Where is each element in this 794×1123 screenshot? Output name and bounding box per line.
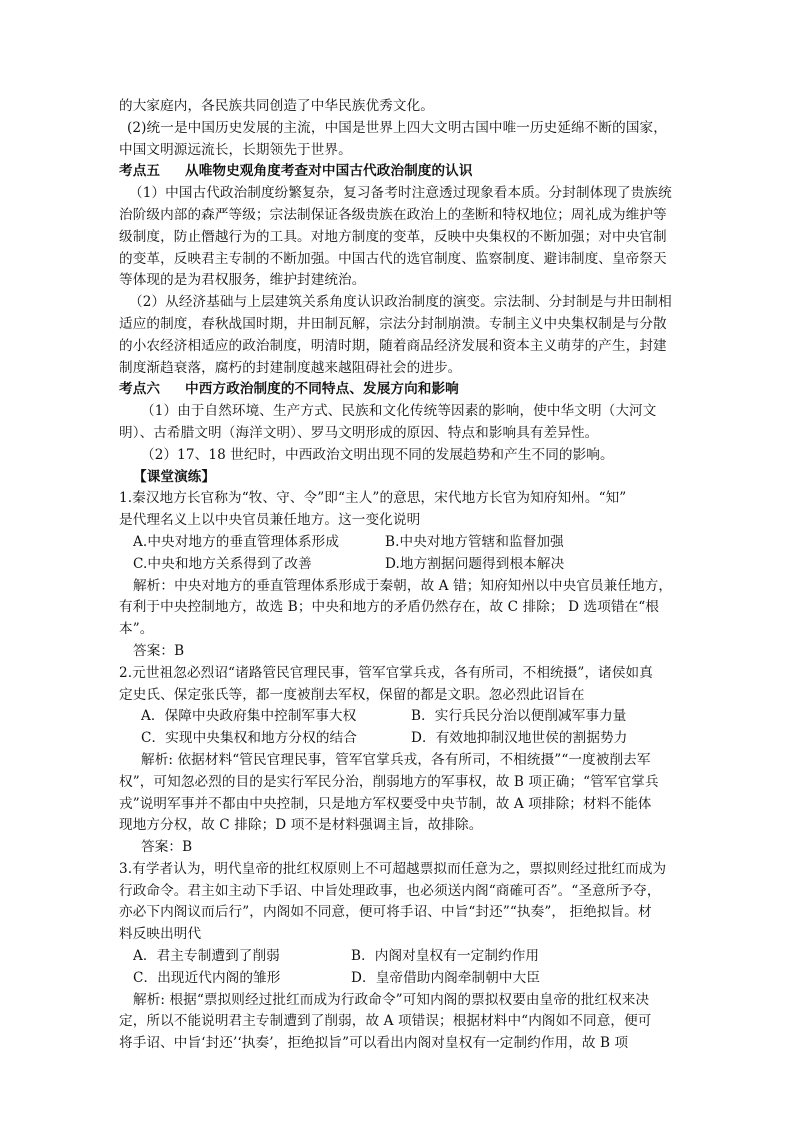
option-b: B．实行兵民分治以便削减军事力量: [411, 708, 627, 725]
question-stem: 料反映出明代: [119, 926, 202, 943]
question-stem: 行政命令。君主如主动下手诏、中旨处理政事，也必须送内阁“商確可否”。“圣意所予夺，: [119, 882, 661, 899]
paragraph-line: 等体现的是为君权服务，维护封建统治。: [119, 272, 366, 289]
question-stem: 2.元世祖忽必烈诏“诸路管民官理民事，管军官掌兵戎，各有所司，不相统摄”，诸侯如真: [119, 664, 653, 681]
option-row: [119, 728, 679, 750]
option-a: A．君主专制遭到了削弱: [133, 948, 280, 965]
analysis-line: 戎”说明军事并不都由中央控制，只是地方军权要受中央节制，故 A 项排除；材料不能体: [119, 795, 652, 812]
option-a: A.中央对地方的垂直管理体系形成: [133, 533, 340, 550]
option-d: D．皇帝借助内阁牵制朝中大臣: [351, 969, 541, 986]
analysis-line: 将手诏、中旨‘封还’‘执奏’，拒绝拟旨”可以看出内阁对皇权有一定制约作用，故 B 项: [119, 1035, 629, 1052]
paragraph-line: （1）由于自然环境、生产方式、民族和文化传统等因素的影响，使中华文明（大河文: [141, 403, 657, 420]
option-c: C.中央和地方关系得到了改善: [133, 555, 312, 572]
paragraph-line: （1）中国古代政治制度纷繁复杂，复习备考时注意透过现象看本质。分封制体现了贵族统: [129, 185, 672, 202]
answer-line: 答案：B: [133, 642, 185, 659]
paragraph-line: 制度渐趋衰落，腐朽的封建制度越来越阻碍社会的进步。: [119, 359, 462, 376]
paragraph-line: 的变革，反映君主专制的不断加强。中国古代的选官制度、监察制度、避讳制度、皇帝祭天: [119, 250, 667, 267]
kaodian-title: 从唯物史观角度考查对中国古代政治制度的认识: [185, 163, 473, 180]
option-d: D.地方割据问题得到根本解决: [385, 555, 565, 572]
option-a: A．保障中央政府集中控制军事大权: [141, 708, 357, 725]
question-stem: 定史氏、保定张氏等，都一度被削去军权，保留的都是文职。忽必烈此诏旨在: [119, 686, 585, 703]
option-row: [119, 968, 679, 990]
question-stem: 是代理名义上以中央官员兼任地方。这一变化说明: [119, 512, 421, 529]
answer-line: 答案：B: [141, 839, 193, 856]
section-heading-kaodian-6: [119, 379, 679, 401]
paragraph-line: (2)统一是中国历史发展的主流，中国是世界上四大文明古国中唯一历史延绵不断的国家，: [127, 119, 667, 136]
analysis-line: 本”。: [119, 621, 154, 638]
option-b: B．内阁对皇权有一定制约作用: [351, 948, 540, 965]
analysis-line: 权”，可知忽必烈的目的是实行军民分治，削弱地方的军事权，故 B 项正确；“管军官掌兵: [119, 773, 659, 790]
practice-heading: 【课堂演练】: [133, 468, 216, 485]
analysis-line: 解析: 根据“票拟则经过批红而成为行政命令”可知内阁的票拟权要由皇帝的批红权来决: [133, 991, 650, 1008]
kaodian-label: 考点六: [119, 381, 161, 398]
paragraph-line: 的大家庭内，各民族共同创造了中华民族优秀文化。: [119, 98, 434, 114]
analysis-line: 解析: 依据材料“管民官理民事，管军官掌兵戎，各有所司，不相统摄”“一度被削去军: [141, 751, 651, 768]
kaodian-label: 考点五: [119, 163, 161, 180]
option-row: [119, 706, 679, 728]
section-heading-kaodian-5: [119, 161, 679, 183]
analysis-line: 定，所以不能说明君主专制遭到了削弱，故 A 项错误；根据材料中“内阁如不同意，便可: [119, 1013, 652, 1030]
analysis-line: 有利于中央控制地方，故选 B；中央和地方的矛盾仍然存在，故 C 排除； D 选项错在“根: [119, 599, 660, 616]
option-row: [119, 946, 679, 968]
paragraph-line: 治阶级内部的森严等级；宗法制保证各级贵族在政治上的垄断和特权地位；周礼成为维护等: [119, 206, 667, 223]
paragraph-line: （2）17、18 世纪时，中西政治文明出现不同的发展趋势和产生不同的影响。: [141, 446, 614, 463]
analysis-line: 现地方分权，故 C 排除；D 项不是材料强调主旨，故排除。: [119, 817, 483, 834]
paragraph-line: 中国文明源远流长，长期领先于世界。: [119, 141, 352, 158]
option-c: C．实现中央集权和地方分权的结合: [141, 730, 357, 747]
question-stem: 1.秦汉地方长官称为“牧、守、令”即“主人”的意思，宋代地方长官为知府知州。“知”: [119, 490, 627, 507]
paragraph-line: 明）、古希腊文明（海洋文明）、罗马文明形成的原因、特点和影响具有差异性。: [119, 424, 599, 441]
paragraph-line: 的小农经济相适应的政治制度，明清时期，随着商品经济发展和资本主义萌芽的产生，封建: [119, 337, 667, 354]
paragraph-line: 级制度，防止僭越行为的工具。对地方制度的变革，反映中央集权的不断加强；对中央官制: [119, 228, 667, 245]
option-c: C．出现近代内阁的雏形: [133, 969, 281, 986]
option-row: [119, 554, 679, 576]
question-stem: 3.有学者认为，明代皇帝的批红权原则上不可超越票拟而任意为之，票拟则经过批红而成为: [119, 860, 667, 877]
option-b: B.中央对地方管辖和监督加强: [385, 533, 564, 550]
kaodian-title: 中西方政治制度的不同特点、发展方向和影响: [185, 381, 459, 398]
option-row: [119, 532, 679, 554]
paragraph-line: （2）从经济基础与上层建筑关系角度认识政治制度的演变。宗法制、分封制是与井田制相: [129, 294, 672, 311]
document-page: [119, 96, 679, 1055]
question-stem: 亦必下内阁议而后行”，内阁如不同意，便可将手诏、中旨“封还”“执奏”， 拒绝拟旨。材: [119, 904, 652, 921]
paragraph-line: 适应的制度，春秋战国时期，井田制瓦解，宗法分封制崩溃。专制主义中央集权制是与分散: [119, 315, 667, 332]
analysis-line: 解析：中央对地方的垂直管理体系形成于秦朝，故 A 错；知府知州以中央官员兼任地方，: [133, 577, 673, 594]
option-d: D．有效地抑制汉地世侯的割据势力: [411, 730, 628, 747]
